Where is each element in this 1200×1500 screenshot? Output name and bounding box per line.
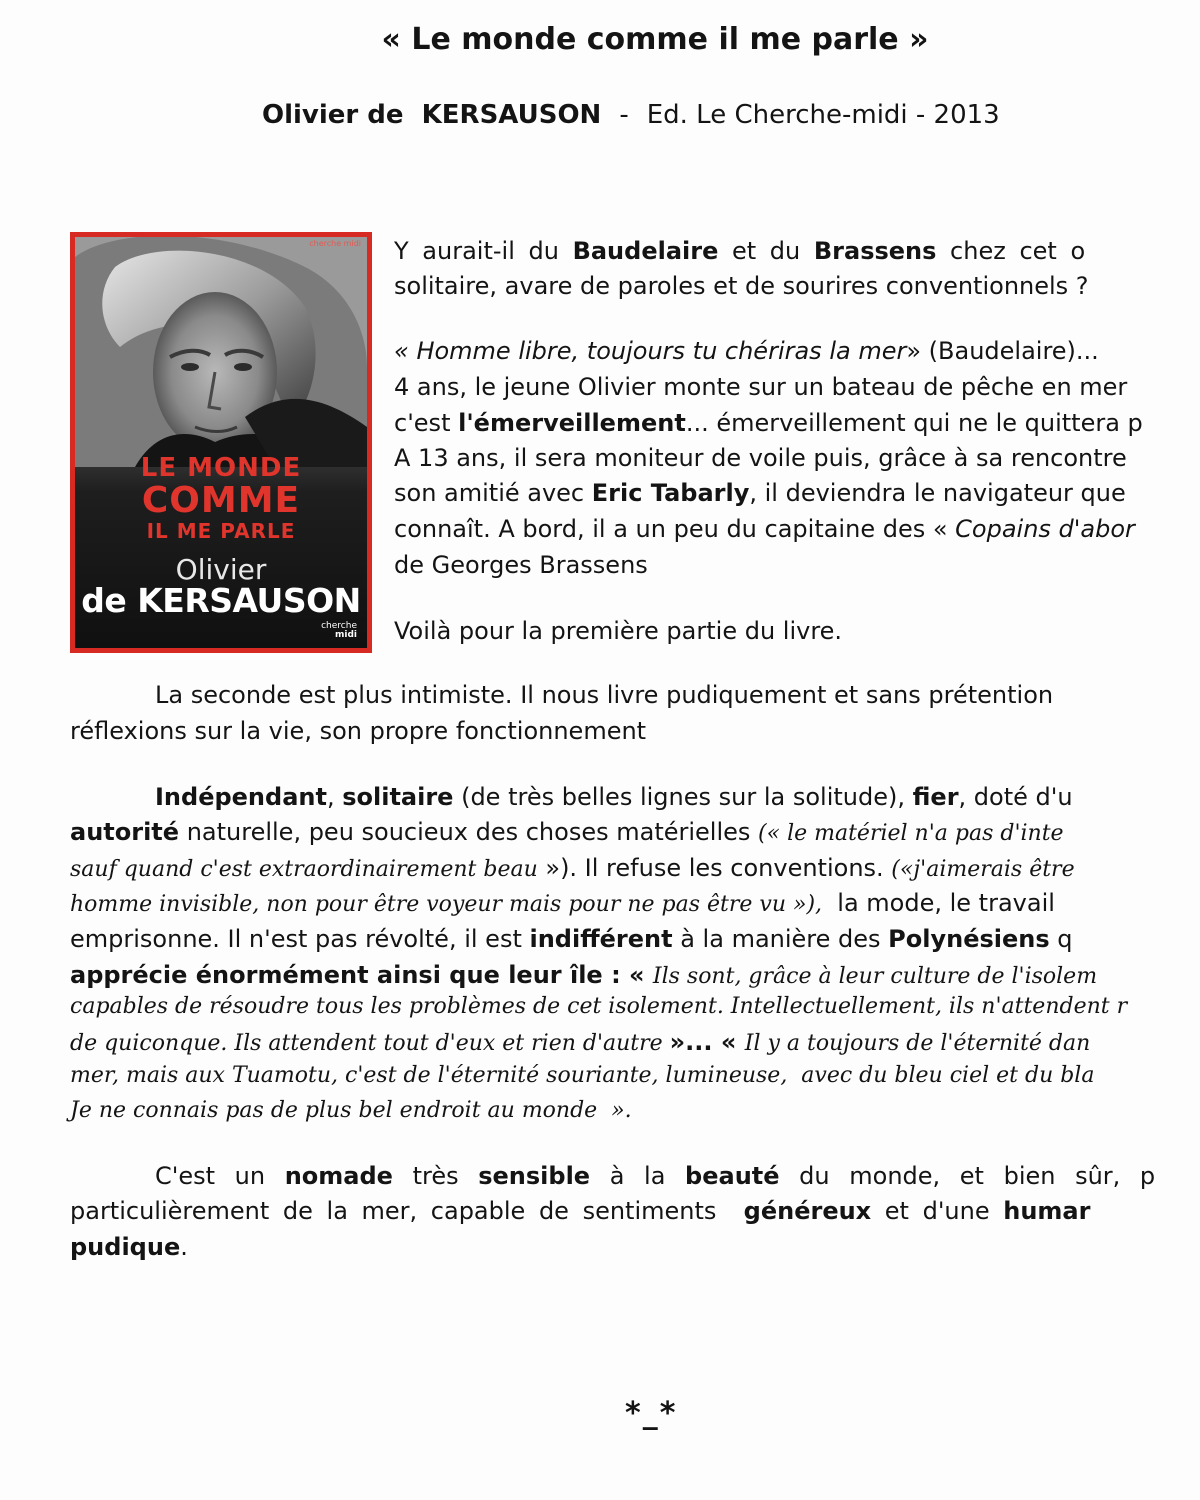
- end-mark: *_*: [625, 1396, 678, 1431]
- para1-line-1: « Homme libre, toujours tu chériras la mer» (Baudelaire)...: [394, 337, 1099, 365]
- reference-separator: -: [619, 100, 629, 130]
- cover-title-line-2: COMME: [141, 480, 301, 521]
- edition-info: Ed. Le Cherche-midi - 2013: [646, 100, 1000, 130]
- book-cover-image: [75, 237, 367, 648]
- intro-line-2: solitaire, avare de paroles et de sourires conventionnels ?: [394, 272, 1089, 300]
- para5-line-2: particulièrement de la mer, capable de sentiments généreux et d'une humar: [70, 1197, 1091, 1225]
- para1-line-2: 4 ans, le jeune Olivier monte sur un bateau de pêche en mer: [394, 373, 1128, 401]
- para4-line-8: de quiconque. Ils attendent tout d'eux et rien d'autre »... « Il y a toujours de l'éternité dan: [70, 1028, 1091, 1056]
- book-reference: [262, 100, 1000, 130]
- cover-author-last-name: de KERSAUSON: [81, 581, 361, 620]
- para3-line-2: réflexions sur la vie, son propre fonctionnement: [70, 717, 647, 745]
- para4-line-10: Je ne connais pas de plus bel endroit au monde ».: [70, 1098, 632, 1123]
- intro-line-1: Y aurait-il du Baudelaire et du Brassens chez cet o: [394, 237, 1086, 265]
- para4-line-4: homme invisible, non pour être voyeur mais pour ne pas être vu »), la mode, le travail: [70, 889, 1055, 917]
- para5-line-3: pudique.: [70, 1233, 188, 1261]
- author-name: Olivier de KERSAUSON: [262, 100, 602, 130]
- para1-line-5: son amitié avec Eric Tabarly, il deviendra le navigateur que: [394, 479, 1126, 507]
- para4-line-5: emprisonne. Il n'est pas révolté, il est indifférent à la manière des Polynésiens q: [70, 925, 1073, 953]
- para4-line-1: Indépendant, solitaire (de très belles lignes sur la solitude), fier, doté d'u: [155, 783, 1073, 811]
- para4-line-7: capables de résoudre tous les problèmes de cet isolement. Intellectuellement, ils n'attendent r: [70, 994, 1128, 1019]
- para4-line-9: mer, mais aux Tuamotu, c'est de l'éternité souriante, lumineuse, avec du bleu ciel et du bla: [70, 1063, 1095, 1088]
- para5-line-1: C'est un nomade très sensible à la beauté du monde, et bien sûr, p: [155, 1162, 1156, 1190]
- para4-line-3: sauf quand c'est extraordinairement beau »). Il refuse les conventions. («j'aimerais être: [70, 854, 1075, 882]
- cover-publisher-logo: [321, 622, 357, 640]
- cover-author-first-name: Olivier: [175, 553, 267, 586]
- para1-line-3: c'est l'émerveillement... émerveillement qui ne le quittera p: [394, 409, 1143, 437]
- book-cover: [70, 232, 372, 653]
- cover-title-line-1: LE MONDE: [140, 453, 302, 483]
- para1-line-4: A 13 ans, il sera moniteur de voile puis, grâce à sa rencontre: [394, 444, 1127, 472]
- para2-line-1: Voilà pour la première partie du livre.: [394, 617, 843, 645]
- cover-publisher-line-1: cherche: [321, 621, 357, 631]
- cover-title-line-3: IL ME PARLE: [146, 519, 296, 543]
- page-title: « Le monde comme il me parle »: [381, 22, 929, 57]
- cover-series-label: cherche midi: [309, 239, 361, 248]
- para1-line-7: de Georges Brassens: [394, 551, 648, 579]
- para4-line-6: apprécie énormément ainsi que leur île : « Ils sont, grâce à leur culture de l'isolem: [70, 961, 1098, 989]
- para3-line-1: La seconde est plus intimiste. Il nous livre pudiquement et sans prétention: [155, 681, 1054, 709]
- cover-title: [75, 455, 367, 541]
- cover-publisher-line-2: midi: [335, 630, 357, 640]
- para1-line-6: connaît. A bord, il a un peu du capitaine des « Copains d'abor: [394, 515, 1135, 543]
- para4-line-2: autorité naturelle, peu soucieux des choses matérielles (« le matériel n'a pas d'inte: [70, 818, 1064, 846]
- author-portrait-image: [75, 237, 367, 467]
